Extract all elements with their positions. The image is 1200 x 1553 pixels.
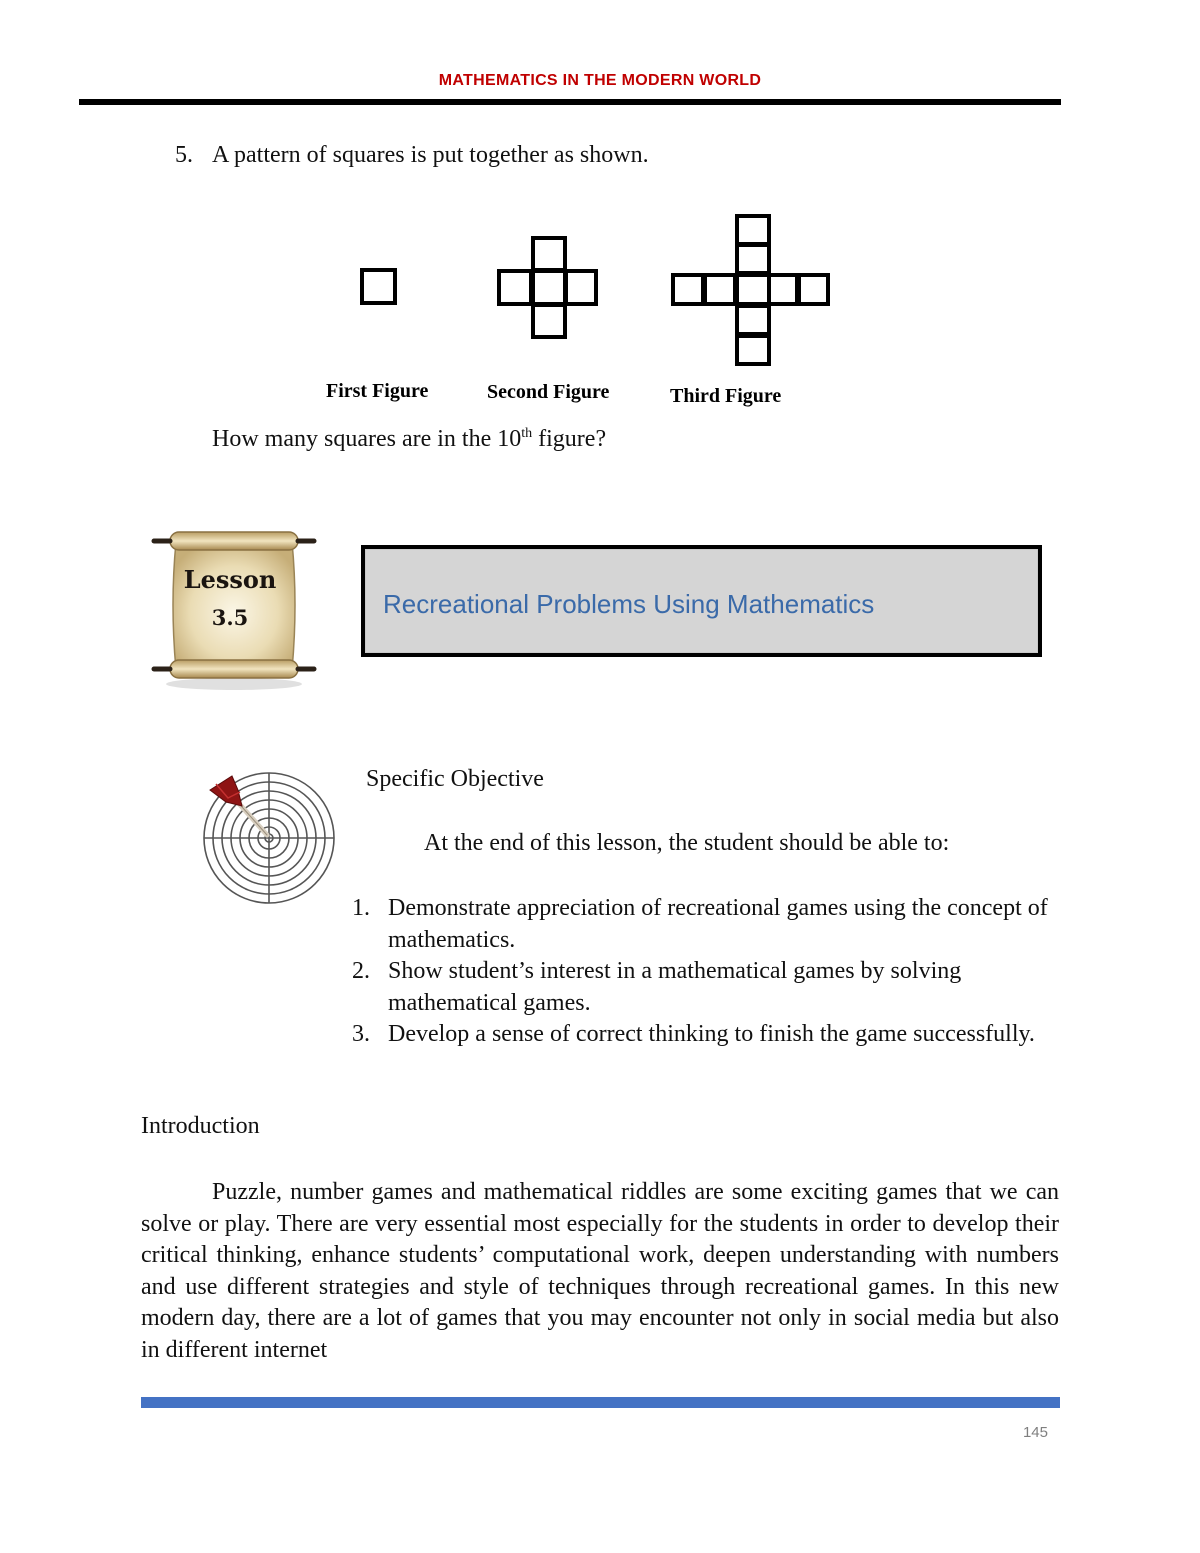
question-prompt-text: How many squares are in the 10: [212, 426, 522, 452]
ordinal-suffix: th: [521, 426, 533, 441]
list-item-text: Show student’s interest in a mathematical games by solving mathematical games.: [388, 958, 962, 1016]
dartboard-icon: [198, 768, 340, 908]
list-item-number: 1.: [352, 895, 370, 921]
lesson-title: Recreational Problems Using Mathematics: [383, 589, 875, 619]
introduction-paragraph: Puzzle, number games and mathematical riddles are some exciting games that we can solve or play. There are very essential most especially for the students in order to develop their critical thinking, enhance students’ computational work, deepen understanding with numbers and use different strategies and style of techniques through recreational games. In this new modern day, there are a lot of games that you may encounter not only in social media but also in different internet: [141, 1179, 1059, 1363]
second-figure-drawing: [499, 238, 596, 337]
list-item-number: 3.: [352, 1021, 370, 1047]
footer-divider: [141, 1397, 1060, 1408]
first-figure-drawing: [362, 270, 395, 303]
lesson-title-box: [361, 545, 1042, 657]
page-number: 145: [1022, 1424, 1048, 1441]
question-text: A pattern of squares is put together as shown.: [212, 142, 649, 168]
second-figure-label: Second Figure: [487, 381, 610, 403]
list-item-text: Demonstrate appreciation of recreational games using the concept of mathematics.: [388, 895, 1048, 953]
question-prompt: [212, 426, 606, 453]
list-item-number: 2.: [352, 958, 370, 984]
square-pattern-figures: [0, 0, 1200, 420]
third-figure-drawing: [673, 216, 828, 364]
list-item: [352, 956, 1072, 1019]
lesson-scroll-icon: [148, 524, 320, 692]
lesson-badge-number: 3.5: [211, 605, 249, 630]
introduction-heading: Introduction: [141, 1113, 260, 1139]
question-number: 5.: [175, 142, 193, 168]
objective-heading: Specific Objective: [366, 766, 544, 792]
third-figure-label: Third Figure: [670, 385, 782, 407]
lesson-badge-word: Lesson: [183, 565, 277, 594]
first-figure-label: First Figure: [326, 380, 429, 402]
objective-list: [352, 893, 1072, 1051]
list-item: [352, 893, 1072, 956]
objective-intro: At the end of this lesson, the student should be able to:: [424, 830, 950, 856]
question-prompt-end: figure?: [532, 426, 607, 452]
running-header: MATHEMATICS IN THE MODERN WORLD: [438, 72, 762, 89]
list-item: [352, 1019, 1072, 1051]
list-item-text: Develop a sense of correct thinking to finish the game successfully.: [388, 1021, 1035, 1047]
